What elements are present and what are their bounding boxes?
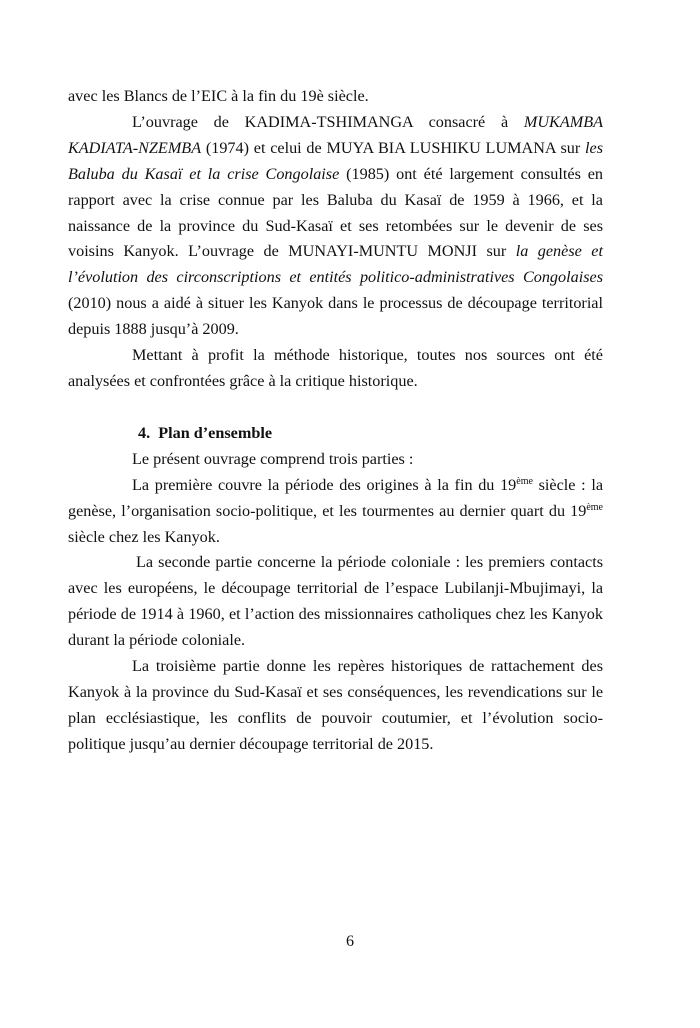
page-number: 6: [346, 933, 354, 950]
section-title: Plan d’ensemble: [158, 423, 272, 442]
book-title-mukamba: MUKAMBA KADIATA-NZEMBA: [68, 112, 603, 157]
paragraph-methode: Mettant à profit la méthode historique, toutes nos sources ont été analysées et confrontées grâce à la critique historique.: [68, 346, 603, 390]
section-number: 4.: [138, 423, 151, 442]
book-title-genese: la genèse et l’évolution des circonscriptions et entités politico-administratives Congolaises: [68, 242, 603, 287]
document-page: [68, 84, 603, 758]
book-title-baluba: les Baluba du Kasaï et la crise Congolaise: [68, 138, 603, 183]
paragraph-part-three: La troisième partie donne les repères historiques de rattachement des Kanyok à la province du Sud-Kasaï et ses conséquences, les revendications sur le plan ecclésiastique, les conflits de pouvoir coutumier, et l’évolution socio-politique jusqu’au dernier découpage territorial de 2015.: [68, 657, 603, 753]
paragraph-part-two: La seconde partie concerne la période coloniale : les premiers contacts avec les européens, le découpage territorial de l’espace Lubilanji-Mbujimayi, la période de 1914 à 1960, et l’action des missionnaires catholiques chez les Kanyok durant la période coloniale.: [68, 553, 603, 650]
section-spacer: [68, 395, 603, 421]
paragraph-part-one: La première couvre la période des origines à la fin du 19ème siècle : la genèse, l’organisation socio-politique, et les tourmentes au dernier quart du 19ème siècle chez les Kanyok.: [68, 475, 604, 546]
paragraph-plan-intro: Le présent ouvrage comprend trois parties :: [132, 449, 414, 468]
paragraph-intro-continuation: avec les Blancs de l’EIC à la fin du 19è siècle.: [68, 87, 369, 105]
paragraph-sources: L’ouvrage de KADIMA-TSHIMANGA consacré à MUKAMBA KADIATA-NZEMBA (1974) et celui de MUYA BIA LUSHIKU LUMANA sur les Baluba du Kasaï et la crise Congolaise (1985) ont été largement consultés en rapport avec la crise connue par les Baluba du Kasaï de 1959 à 1966, et la naissance de la province du Sud-Kasaï et ses retombées sur le devenir de ses voisins Kanyok. L’ouvrage de MUNAYI-MUNTU MONJI sur la genèse et l’évolution des circonscriptions et entités politico-administratives Congolaises (2010) nous a aidé à situer les Kanyok dans le processus de découpage territorial depuis 1888 jusqu’à 2009.: [68, 112, 603, 339]
section-heading: [68, 421, 603, 447]
